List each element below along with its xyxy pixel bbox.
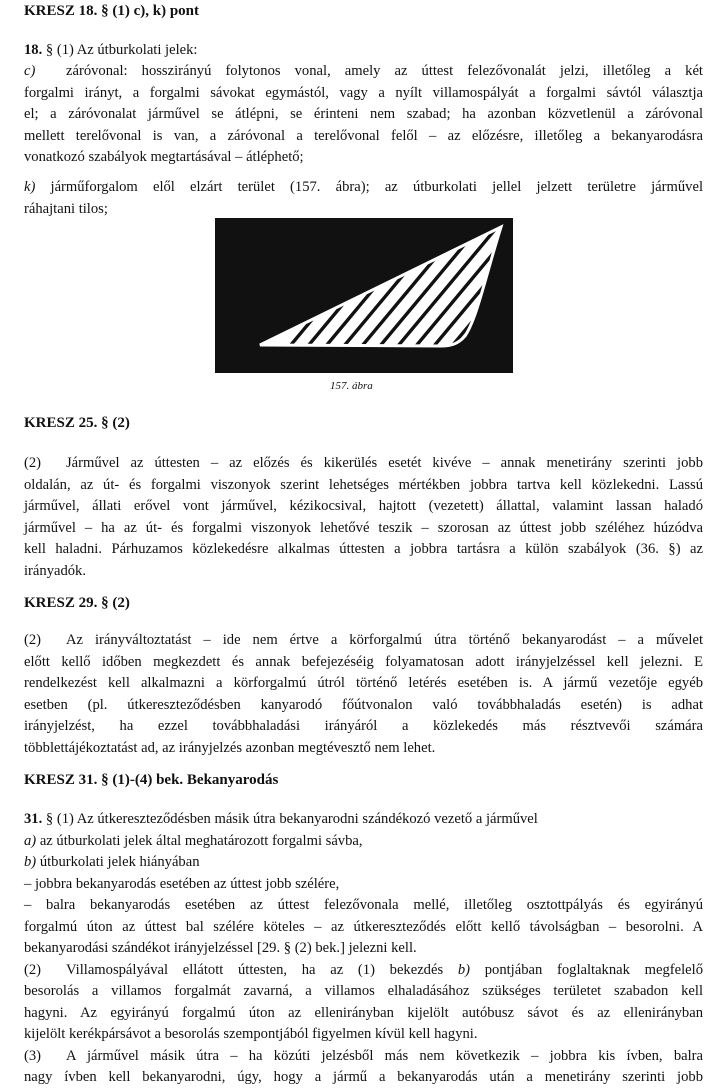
s31-dash2-line-2: forgalmú úton az úttest bal szélére köteles – az útkereszteződés előtt kellő távolságban – besorolni. A — [24, 918, 703, 935]
s31-2-number: (2) — [24, 961, 42, 978]
s25-number: (2) — [24, 455, 42, 471]
s18-k-line-2: ráhajtani tilos; — [24, 200, 108, 217]
s29-line-5: irányjelzést, ha ezzel továbbhaladási irányáról a közlekedés más résztvevői számára — [24, 718, 703, 734]
s25-line-5: kell haladni. Párhuzamos közlekedésre alkalmas úttesten a jobbra tartásra a külön szabályok (36. §) az — [24, 541, 703, 557]
s25-line-6: irányadók. — [24, 562, 87, 579]
s31-2-line-3: hagyni. Az egyirányú forgalmú úton az ellenirányban kijelölt autóbusz sávot és az ellenirányban — [24, 1004, 703, 1021]
s31-2-line-4: kijelölt kerékpársávot a besorolás szempontjából figyelmen kívül kell hagyni. — [24, 1026, 478, 1042]
s29-number: (2) — [24, 632, 42, 648]
heading-kresz-29: KRESZ 29. § (2) — [24, 595, 130, 611]
s31-3-number: (3) — [24, 1047, 42, 1064]
s29-line-3: rendelkezést kell alkalmazni a körforgalmú útról történő letérés esetében is. A jármű vezetője egyéb — [24, 675, 703, 691]
figure-caption: 157. ábra — [330, 380, 373, 392]
s31-2-line-1: (2) Villamospályával ellátott úttesten, ha az (1) bekezdés b) pontjában foglaltaknak megfelelő — [24, 960, 703, 982]
s31-b-line: b) útburkolati jelek hiányában — [24, 854, 200, 870]
s18-c-line-2: forgalmi irányt, a forgalmi sávokat egymástól, vagy a nyílt villamospályát a forgalmi sávtól választja — [24, 84, 703, 101]
heading-kresz-31: KRESZ 31. § (1)-(4) bek. Bekanyarodás — [24, 772, 279, 788]
s18-c-line-1: c) záróvonal: hosszirányú folytonos vonal, amely az úttest felezővonalát jelzi, illetőleg a két — [24, 61, 703, 83]
paragraph-29-2 — [24, 630, 703, 759]
s18-c-line-3: el; a záróvonalat járművel se átlépni, se érinteni nem szabad; ha azonban közvetlenül a záróvonal — [24, 106, 703, 122]
s31-3-line-1: (3) A járművel másik útra – ha közúti jelzésből más nem következik – jobbra kis ívben, balra — [24, 1046, 703, 1068]
s31-3-line-2: nagy ívben kell bekanyarodni, úgy, hogy a jármű a bekanyarodás után a menetirány szerinti jobb — [24, 1069, 703, 1085]
paragraph-31-1 — [24, 809, 703, 1089]
s31-b-label: b) — [24, 854, 37, 870]
s31-dash2-line-1: – balra bekanyarodás esetében az úttest felezővonala mellé, illetőleg osztottpályás és egyirányú — [24, 897, 703, 913]
s18-lead-text: § (1) Az útburkolati jelek: — [42, 42, 198, 58]
hatched-triangle-icon — [215, 218, 513, 373]
s18-c-label: c) — [24, 63, 36, 79]
s31-a-label: a) — [24, 832, 37, 849]
s25-line-4: járművel – ha az út- és forgalmi viszonyok lehetővé teszik – szorosan az úttest jobb széléhez húzódva — [24, 519, 703, 536]
s29-line-1: (2) Az irányváltoztatást – ide nem értve a körforgalmú útra történő bekanyarodást – a művelet — [24, 630, 703, 652]
s31-2-line-2: besorolás a villamos forgalmát zavarná, a villamos elhaladásához szükséges területet szabadon kell — [24, 983, 703, 999]
s18-c-line-4: mellett terelővonal is van, a záróvonal a terelővonal felől – az előzésre, illetőleg a bekanyarodásra — [24, 127, 703, 144]
heading-kresz-25: KRESZ 25. § (2) — [24, 415, 130, 431]
s18-lead-line — [24, 40, 703, 62]
paragraph-18-k — [24, 177, 703, 220]
s18-number: 18. — [24, 42, 43, 58]
s25-line-3: járművel, állati erővel vont járművel, kézikocsival, hajtott (vezetett) állattal, valamint lassan haladó — [24, 498, 703, 514]
s18-c-line-5: vonatkozó szabályok megtartásával – átléphető; — [24, 149, 304, 165]
paragraph-18-1 — [24, 40, 703, 62]
heading-kresz-18: KRESZ 18. § (1) c), k) pont — [24, 3, 200, 19]
paragraph-25-2 — [24, 453, 703, 582]
s31-number: 31. — [24, 811, 43, 827]
s31-lead-line: 31. § (1) Az útkereszteződésben másik útra bekanyarodni szándékozó vezető a járművel — [24, 811, 538, 827]
s31-dash2-line-3: bekanyarodási szándékot irányjelzéssel [29. § (2) bek.] jelezni kell. — [24, 940, 417, 956]
s18-k-label: k) — [24, 179, 36, 195]
s29-line-4: esetben (pl. útkereszteződésben kanyarodó főútvonalon való továbbhaladás esetén) is adhat — [24, 696, 703, 713]
s31-dash1-line: – jobbra bekanyarodás esetében az úttest jobb szélére, — [24, 875, 340, 892]
s31-a-line: a) az útburkolati jelek által meghatározott forgalmi sávba, — [24, 832, 363, 849]
s25-line-1: (2) Járművel az úttesten – az előzés és kikerülés esetét kivéve – annak menetirány szerinti jobb — [24, 453, 703, 475]
s25-line-2: oldalán, az út- és forgalmi viszonyok szerint lehetséges mértékben jobbra tartva kell közlekedni. Lassú — [24, 476, 703, 493]
s29-line-6: többlettájékoztatást ad, az irányjelzés azonban megtévesztő nem lehet. — [24, 739, 436, 756]
paragraph-18-c — [24, 61, 703, 169]
s18-k-line-1: k) járműforgalom elől elzárt terület (157. ábra); az útburkolati jellel jelzett területre járművel — [24, 179, 703, 195]
s29-line-2: előtt kellő időben megkezdett és annak befejezéséig folyamatosan adott irányjelzéssel kell jelezni. E — [24, 653, 703, 670]
